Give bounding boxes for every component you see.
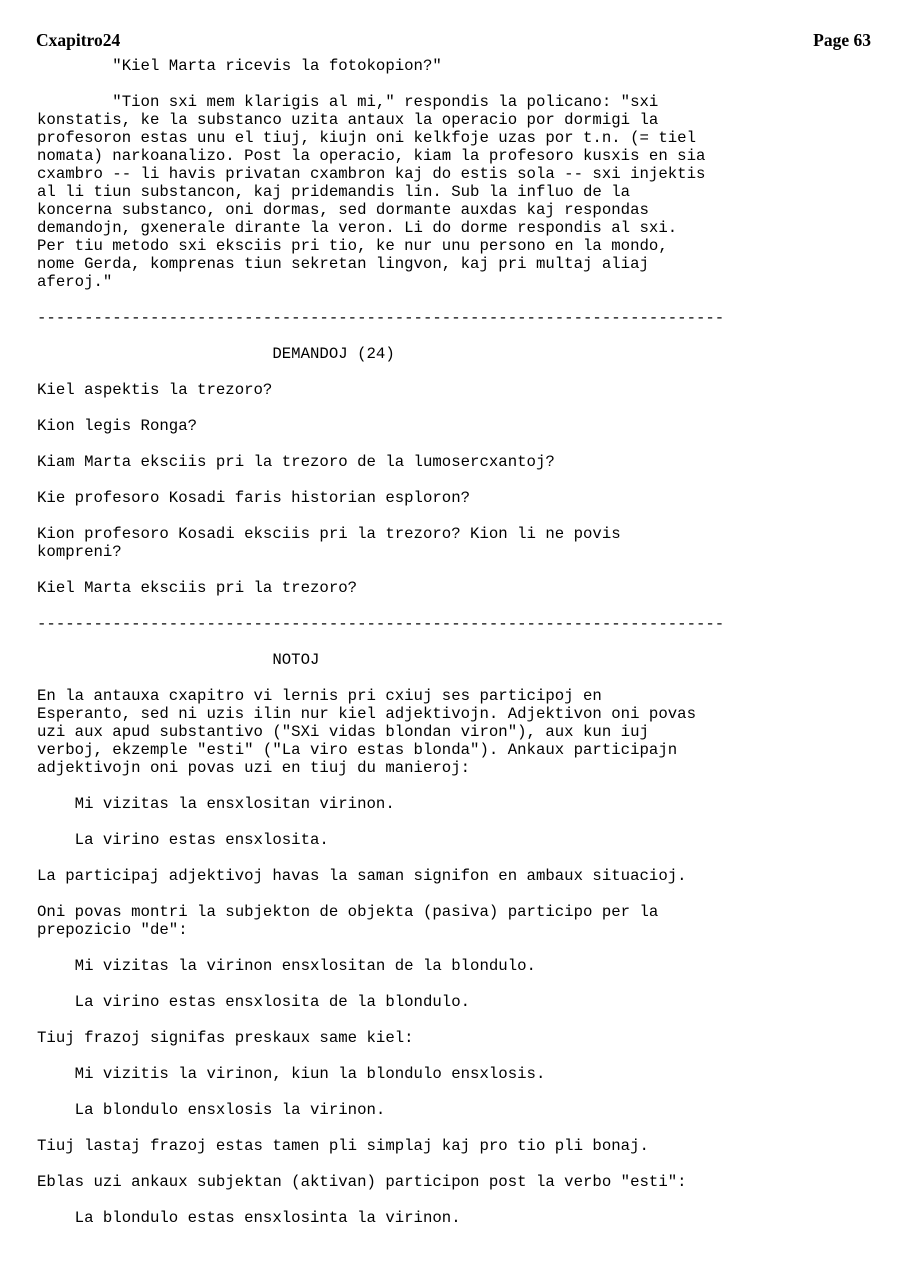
blank-line [37, 75, 887, 93]
text-line: Kion legis Ronga? [37, 417, 198, 435]
text-line: prepozicio "de": [37, 921, 188, 939]
text-line: En la antauxa cxapitro vi lernis pri cxiuj ses participoj en [37, 687, 602, 705]
blank-line [37, 597, 887, 615]
text-line: adjektivojn oni povas uzi en tiuj du manieroj: [37, 759, 471, 777]
text-line: nome Gerda, komprenas tiun sekretan lingvon, kaj pri multaj aliaj [37, 255, 649, 273]
blank-line [37, 327, 887, 345]
text-line: demandojn, gxenerale dirante la veron. Li do dorme respondis al sxi. [37, 219, 678, 237]
blank-line [37, 939, 887, 957]
blank-line [37, 633, 887, 651]
text-line: uzi aux apud substantivo ("SXi vidas blondan viron"), aux kun iuj [37, 723, 649, 741]
text-line: Eblas uzi ankaux subjektan (aktivan) participon post la verbo "esti": [37, 1173, 687, 1191]
text-line: al li tiun substancon, kaj pridemandis lin. Sub la influo de la [37, 183, 631, 201]
text-line: Esperanto, sed ni uzis ilin nur kiel adjektivojn. Adjektivon oni povas [37, 705, 696, 723]
blank-line [37, 777, 887, 795]
text-line: Kiam Marta eksciis pri la trezoro de la lumosercxantoj? [37, 453, 555, 471]
text-line: cxambro -- li havis privatan cxambron kaj do estis sola -- sxi injektis [37, 165, 706, 183]
page-number: Page 63 [813, 30, 871, 50]
text-line: Tiuj lastaj frazoj estas tamen pli simplaj kaj pro tio pli bonaj. [37, 1137, 649, 1155]
blank-line [37, 507, 887, 525]
separator-line: ------------------------------------------------------------------------- [37, 615, 725, 633]
blank-line [37, 291, 887, 309]
text-line: nomata) narkoanalizo. Post la operacio, kiam la profesoro kusxis en sia [37, 147, 706, 165]
text-line: La virino estas ensxlosita de la blondulo. [37, 993, 471, 1011]
blank-line [37, 849, 887, 867]
text-line: La virino estas ensxlosita. [37, 831, 329, 849]
blank-line [37, 1119, 887, 1137]
blank-line [37, 669, 887, 687]
blank-line [37, 399, 887, 417]
section-heading: DEMANDOJ (24) [37, 345, 395, 363]
chapter-title: Cxapitro24 [36, 30, 121, 50]
page-header [36, 30, 871, 54]
blank-line [37, 813, 887, 831]
blank-line [37, 1083, 887, 1101]
blank-line [37, 471, 887, 489]
text-line: "Kiel Marta ricevis la fotokopion?" [37, 57, 442, 75]
text-line: Mi vizitas la ensxlositan virinon. [37, 795, 395, 813]
text-line: kompreni? [37, 543, 122, 561]
text-line: aferoj." [37, 273, 113, 291]
separator-line: ------------------------------------------------------------------------- [37, 309, 725, 327]
blank-line [37, 1011, 887, 1029]
blank-line [37, 1047, 887, 1065]
text-line: Tiuj frazoj signifas preskaux same kiel: [37, 1029, 414, 1047]
text-line: La blondulo ensxlosis la virinon. [37, 1101, 386, 1119]
text-line: Kion profesoro Kosadi eksciis pri la trezoro? Kion li ne povis [37, 525, 621, 543]
blank-line [37, 561, 887, 579]
section-heading: NOTOJ [37, 651, 320, 669]
text-line: profesoron estas unu el tiuj, kiujn oni kelkfoje uzas por t.n. (= tiel [37, 129, 696, 147]
blank-line [37, 1191, 887, 1209]
text-line: koncerna substanco, oni dormas, sed dormante auxdas kaj respondas [37, 201, 649, 219]
text-line: Kiel Marta eksciis pri la trezoro? [37, 579, 358, 597]
text-line: La blondulo estas ensxlosinta la virinon. [37, 1209, 461, 1227]
text-line: Kie profesoro Kosadi faris historian esploron? [37, 489, 471, 507]
text-line: Oni povas montri la subjekton de objekta (pasiva) participo per la [37, 903, 659, 921]
text-line: verboj, ekzemple "esti" ("La viro estas blonda"). Ankaux participajn [37, 741, 678, 759]
blank-line [37, 885, 887, 903]
document-body [37, 57, 887, 1227]
blank-line [37, 1155, 887, 1173]
text-line: Mi vizitis la virinon, kiun la blondulo ensxlosis. [37, 1065, 546, 1083]
blank-line [37, 435, 887, 453]
blank-line [37, 975, 887, 993]
blank-line [37, 363, 887, 381]
text-line: konstatis, ke la substanco uzita antaux la operacio por dormigi la [37, 111, 659, 129]
text-line: La participaj adjektivoj havas la saman signifon en ambaux situacioj. [37, 867, 687, 885]
text-line: Mi vizitas la virinon ensxlositan de la blondulo. [37, 957, 536, 975]
text-line: Per tiu metodo sxi eksciis pri tio, ke nur unu persono en la mondo, [37, 237, 668, 255]
text-line: "Tion sxi mem klarigis al mi," respondis la policano: "sxi [37, 93, 659, 111]
text-line: Kiel aspektis la trezoro? [37, 381, 273, 399]
